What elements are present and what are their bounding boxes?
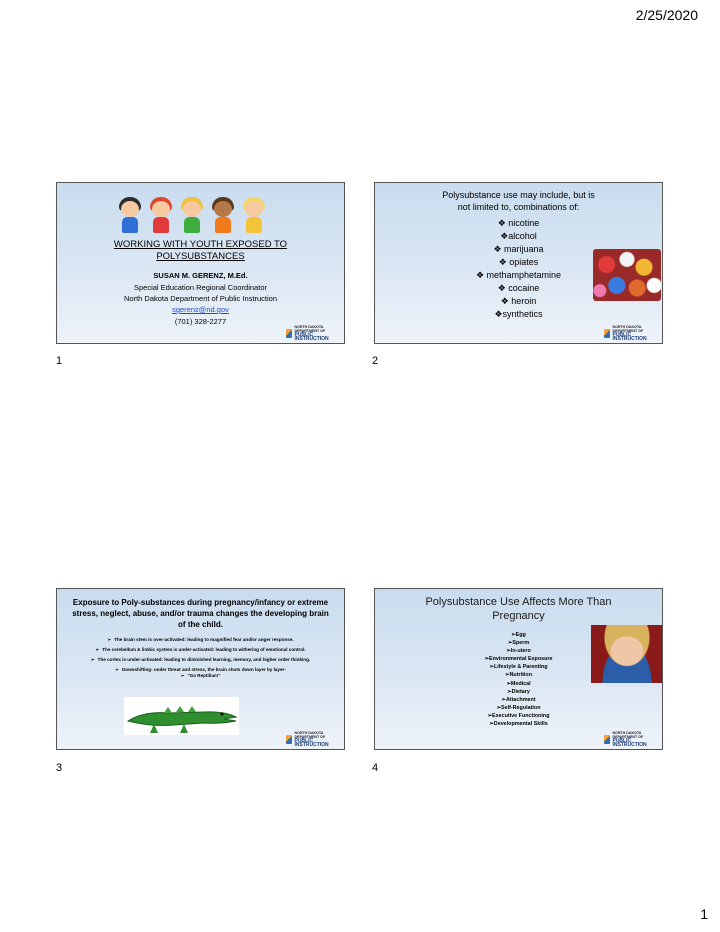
kid-figure (241, 197, 267, 233)
list-item: ➢In-utero (506, 648, 531, 655)
presenter-name: SUSAN M. GERENZ, M.Ed. (153, 271, 248, 280)
list-item: ➢Medical (506, 680, 531, 687)
heading-line: of the child. (178, 620, 223, 629)
slide-number-1: 1 (56, 355, 63, 367)
ndpi-logo (286, 325, 338, 342)
slide-number-3: 3 (56, 762, 63, 774)
list-item: ➢Lifestyle & Parenting (489, 664, 548, 671)
logo-line: PUBLIC INSTRUCTION (294, 332, 329, 342)
kid-figure (117, 197, 143, 233)
heading-line: Exposure to Poly-substances during pregnancy/infancy or extreme (72, 598, 329, 607)
logo-line: PUBLIC INSTRUCTION (294, 738, 329, 748)
logo-line: NORTH DAKOTA DEPARTMENT OF (612, 325, 644, 333)
page-number: 1 (700, 906, 708, 922)
presenter-role: Special Education Regional Coordinator (133, 283, 267, 292)
list-item: ❖ nicotine (497, 218, 540, 228)
slide-number-4: 4 (372, 762, 379, 774)
list-item: ❖ marijuana (493, 244, 544, 254)
kid-figure (179, 197, 205, 233)
slide-2 (374, 182, 663, 344)
list-item: ❖ methamphetamine (475, 270, 562, 280)
list-item: ❖synthetics (494, 309, 543, 319)
brain-effects-list (57, 637, 344, 683)
page-date: 2/25/2020 (635, 7, 698, 23)
list-item: ➢Nutrition (505, 672, 532, 679)
list-item: ➢ Downshifting- under threat and stress, the brain shuts down layer by layer- (115, 667, 286, 672)
ndpi-logo (604, 325, 656, 342)
logo-line: NORTH DAKOTA DEPARTMENT OF (294, 325, 326, 333)
cartoon-kids-image (117, 197, 267, 233)
list-item: ➢Executive Functioning (487, 712, 550, 719)
ndpi-logo (604, 731, 656, 748)
crocodile-image (124, 697, 239, 735)
heading-line: stress, neglect, abuse, and/or trauma changes the developing brain (72, 609, 329, 618)
pills-photo (593, 249, 661, 301)
logo-mark-icon (286, 735, 292, 744)
list-item: ❖ heroin (500, 296, 537, 306)
ndpi-logo (286, 731, 338, 748)
list-item: ➢ The cortex is under-activated: leading to diminished learning, memory, and higher order thinking. (90, 657, 311, 662)
slide-4-title (375, 595, 662, 623)
list-item: ➢ The brain stem is over-activated: leading to magnified fear and/or anger response. (107, 637, 294, 642)
intro-line: not limited to, combinations of: (457, 202, 580, 212)
crying-child-photo (591, 625, 663, 683)
slide-3 (56, 588, 345, 750)
list-item: ➢ "Go Reptilian!" (180, 673, 221, 678)
list-item: ➢Self-Regulation (496, 704, 541, 711)
slide-1-title (57, 239, 344, 263)
slide-2-intro (375, 189, 662, 213)
list-item: ➢Environmental Exposure (484, 656, 553, 663)
title-line: WORKING WITH YOUTH EXPOSED TO (113, 239, 288, 250)
list-item: ➢Attachment (501, 696, 536, 703)
logo-mark-icon (604, 735, 610, 744)
logo-mark-icon (286, 329, 292, 338)
list-item: ➢Sperm (507, 640, 530, 647)
kid-figure (148, 197, 174, 233)
intro-line: Polysubstance use may include, but is (442, 190, 595, 200)
list-item: ❖ cocaine (497, 283, 540, 293)
logo-line: NORTH DAKOTA DEPARTMENT OF (612, 731, 644, 739)
list-item: ❖alcohol (500, 231, 537, 241)
logo-line: NORTH DAKOTA DEPARTMENT OF (294, 731, 326, 739)
list-item: ➢Developmental Skills (489, 721, 548, 728)
title-line: POLYSUBSTANCES (156, 251, 245, 262)
slide-4 (374, 588, 663, 750)
presenter-phone: (701) 328-2277 (174, 317, 227, 326)
list-item: ➢Dietary (507, 688, 530, 695)
kid-figure (210, 197, 236, 233)
logo-mark-icon (604, 329, 610, 338)
presenter-org: North Dakota Department of Public Instruction (124, 294, 277, 303)
slide-3-heading (61, 597, 340, 630)
email-link[interactable]: sgerenz@nd.gov (172, 305, 229, 314)
slide-number-2: 2 (372, 355, 379, 367)
title-line: Polysubstance Use Affects More Than (425, 596, 612, 608)
list-item: ➢Egg (511, 632, 526, 638)
logo-line: PUBLIC INSTRUCTION (612, 738, 647, 748)
title-line: Pregnancy (492, 610, 545, 622)
logo-line: PUBLIC INSTRUCTION (612, 332, 647, 342)
list-item: ➢ The cerebellum & limbic system is under-activated: leading to withering of emotional control. (95, 647, 306, 652)
list-item: ❖ opiates (498, 257, 539, 267)
slide-1 (56, 182, 345, 344)
